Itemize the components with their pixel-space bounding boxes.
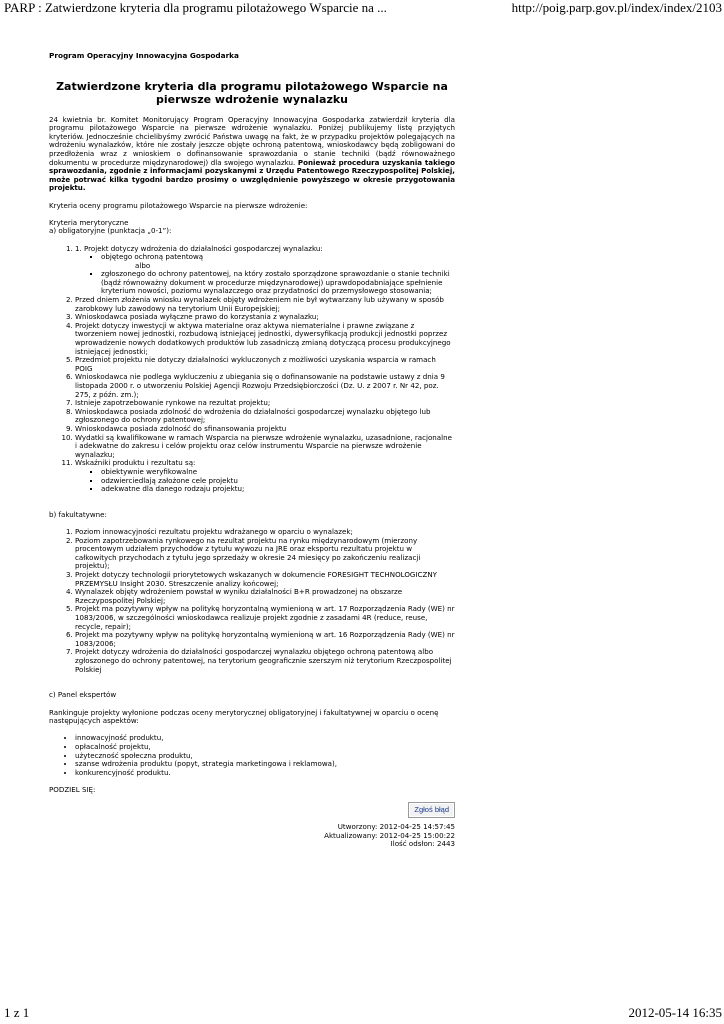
mandatory-criteria-list	[49, 245, 455, 494]
list-item: 4. Wynalazek objęty wdrożeniem powstał w wyniku działalności B+R prowadzonej na obszarze Rzeczypospolitej Polskiej;	[75, 588, 455, 605]
sub-list	[75, 468, 455, 494]
report-error-button[interactable]: Zgłoś błąd	[408, 802, 455, 819]
print-footer	[4, 1005, 722, 1021]
created-date: Utworzony: 2012-04-25 14:57:45	[337, 822, 455, 832]
print-header-title: PARP : Zatwierdzone kryteria dla programu pilotażowego Wsparcie na ...	[4, 0, 387, 15]
updated-date: Aktualizowany: 2012-04-25 15:00:22	[324, 830, 455, 840]
page-title: Zatwierdzone kryteria dla programu pilotażowego Wsparcie na pierwsze wdrożenie wynalazku	[56, 79, 448, 106]
list-item: 5. Przedmiot projektu nie dotyczy działalności wykluczonych z możliwości uzyskania wsparcia w ramach POIG	[75, 356, 455, 373]
merit-label: Kryteria merytoryczne	[49, 217, 129, 227]
section-title: Program Operacyjny Innowacyjna Gospodarka	[49, 51, 239, 60]
mandatory-label: a) obligatoryjne (punktacja „0-1”):	[49, 226, 172, 236]
list-item: • szanse wdrożenia produktu (popyt, strategia marketingowa i reklamowa),	[75, 760, 455, 769]
sub-list-item: ▪ adekwatne dla danego rodzaju projektu;	[101, 485, 455, 494]
report-row	[49, 802, 455, 819]
share-label: PODZIEL SIĘ:	[49, 784, 96, 794]
list-item	[75, 459, 455, 493]
sub-list-item: ▪ odzwierciedlają założone cele projektu	[101, 477, 455, 486]
article	[49, 52, 455, 849]
list-item: 1. Poziom innowacyjności rezultatu projektu wdrażanego w oparciu o wynalazek;	[75, 528, 455, 537]
list-item: • konkurencyjność produktu.	[75, 769, 455, 778]
criteria-intro: Kryteria oceny programu pilotażowego Wsparcie na pierwsze wdrożenie:	[49, 200, 308, 210]
list-item: 10. Wydatki są kwalifikowane w ramach Wsparcia na pierwsze wdrożenie wynalazku, uzasadnione, racjonalne i adekwatne do zakresu i celów projektu oraz celów instrumentu Wsparcie na pierwsze wdrożenie wynalazku;	[75, 434, 455, 460]
intro-bold-text: Ponieważ procedura uzyskania takiego sprawozdania, zgodnie z informacjami pozyskanymi z Urzędu Patentowego Rzeczypospolitej Polskiej, może potrwać kilka tygodni bardzo prosimy o uwzględnienie powyższego w okresie przygotowania projektu.	[49, 157, 455, 193]
optional-label: b) fakultatywne:	[49, 509, 107, 519]
list-item: 7. Projekt dotyczy wdrożenia do działalności gospodarczej wynalazku objętego ochroną patentową albo zgłoszonego do ochrony patentowej, na terytorium geograficznie szerszym niż terytorium Rzeczpospolitej Polskiej	[75, 648, 455, 674]
or-text: albo	[135, 260, 151, 270]
sub-item-text: objętego ochroną patentową	[101, 252, 204, 262]
panel-label: c) Panel ekspertów	[49, 690, 117, 700]
list-item: 6. Projekt ma pozytywny wpływ na politykę horyzontalną wymienioną w art. 16 Rozporządzenia Rady (WE) nr 1083/2006;	[75, 631, 455, 648]
sub-list-item: ▪ zgłoszonego do ochrony patentowej, na który zostało sporządzone sprawozdanie o stanie techniki (bądź równoważny dokument w procedurze międzynarodowej) uprawdopodabniające spełnienie kryterium nowości, poziomu wynalazczego oraz przydatności do przemysłowego stosowania;	[101, 270, 455, 296]
list-item: 2. Przed dniem złożenia wniosku wynalazek objęty wdrożeniem nie był wytwarzany lub używany w sposób zarobkowy lub zawodowy na terytorium Unii Europejskiej;	[75, 296, 455, 313]
list-item	[75, 245, 455, 297]
sub-list-item: ▪ obiektywnie weryfikowalne	[101, 468, 455, 477]
sub-list	[75, 253, 455, 296]
intro-paragraph	[49, 116, 455, 193]
intro-text: 24 kwietnia br. Komitet Monitorujący Program Operacyjny Innowacyjna Gospodarka zatwierdził kryteria dla programu pilotażowego Wsparcie na pierwsze wdrożenie wynalazku. Poniżej publikujemy listę przyjętych kryteriów. Jednocześnie chcielibyśmy zwrócić Państwa uwagę na fakt, że w przypadku projektów polegających na wdrożeniu wynalazków, które nie zostały jeszcze objęte ochroną patentową, wnioskodawcy będą zobligowani do przedłożenia wraz z wnioskiem o dofinansowanie sprawozdania o stanie techniki (bądź równoważnego dokumentu w procedurze międzynarodowej) dla swojego wynalazku.	[49, 114, 455, 167]
view-count: Ilość odsłon: 2443	[390, 839, 455, 849]
print-header-url: http://poig.parp.gov.pl/index/index/2103	[511, 0, 722, 15]
print-footer-page: 1 z 1	[4, 1005, 30, 1020]
list-item: 8. Wnioskodawca posiada zdolność do wdrożenia do działalności gospodarczej wynalazku objętego lub zgłoszonego do ochrony patentowej;	[75, 408, 455, 425]
list-item: • użyteczność społeczna produktu,	[75, 752, 455, 761]
article-meta	[49, 823, 455, 849]
panel-aspects-list	[49, 734, 455, 777]
optional-criteria-list	[49, 528, 455, 674]
print-header	[4, 0, 722, 16]
list-item: 3. Projekt dotyczy technologii priorytetowych wskazanych w dokumencie FORESIGHT TECHNOLOGICZNY PRZEMYSŁU Insight 2030. Streszczenie analizy końcowej;	[75, 571, 455, 588]
list-item-text: Wskaźniki produktu i rezultatu są:	[75, 458, 196, 468]
list-item: 6. Wnioskodawca nie podlega wykluczeniu z ubiegania się o dofinansowanie na podstawie ustawy z dnia 9 listopada 2000 r. o utworzeniu Polskiej Agencji Rozwoju Przedsiębiorczości (Dz. U. z 2007 r. Nr 42, poz. 275, z późn. zm.);	[75, 373, 455, 399]
list-item: 5. Projekt ma pozytywny wpływ na politykę horyzontalną wymienioną w art. 17 Rozporządzenia Rady (WE) nr 1083/2006, w szczególności wnioskodawca realizuje projekt zgodnie z zasadami 4R (reduce, reuse, recycle, repair);	[75, 605, 455, 631]
list-item: 2. Poziom zapotrzebowania rynkowego na rezultat projektu na rynku międzynarodowym (mierzony procentowym udziałem przychodów z tytułu wywozu na JRE oraz eksportu rezultatu projektu w całkowitych przychodach z tytułu jego sprzedaży w okresie 24 miesięcy po zakończeniu realizacji projektu);	[75, 537, 455, 571]
panel-text: Rankinguje projekty wyłonione podczas oceny merytorycznej obligatoryjnej i fakultatywnej w oparciu o ocenę następujących aspektów:	[49, 707, 439, 726]
list-item: • opłacalność projektu,	[75, 743, 455, 752]
list-item: 3. Wnioskodawca posiada wyłączne prawo do korzystania z wynalazku;	[75, 313, 455, 322]
list-item: 7. Istnieje zapotrzebowanie rynkowe na rezultat projektu;	[75, 399, 455, 408]
list-item: 4. Projekt dotyczy inwestycji w aktywa materialne oraz aktywa niematerialne i prawne związane z tworzeniem nowej jednostki, rozbudową istniejącej jednostki, dywersyfikacją produkcji jednostki poprzez wprowadzenie nowych dodatkowych produktów lub zasadniczą zmianą dotyczącą procesu produkcyjnego istniejącej jednostki;	[75, 322, 455, 356]
print-footer-datetime: 2012-05-14 16:35	[628, 1005, 722, 1020]
list-item: 9. Wnioskodawca posiada zdolność do sfinansowania projektu	[75, 425, 455, 434]
list-item-text: 1. Projekt dotyczy wdrożenia do działalności gospodarczej wynalazku:	[75, 243, 323, 253]
list-item: • innowacyjność produktu,	[75, 734, 455, 743]
sub-list-item	[101, 253, 455, 270]
